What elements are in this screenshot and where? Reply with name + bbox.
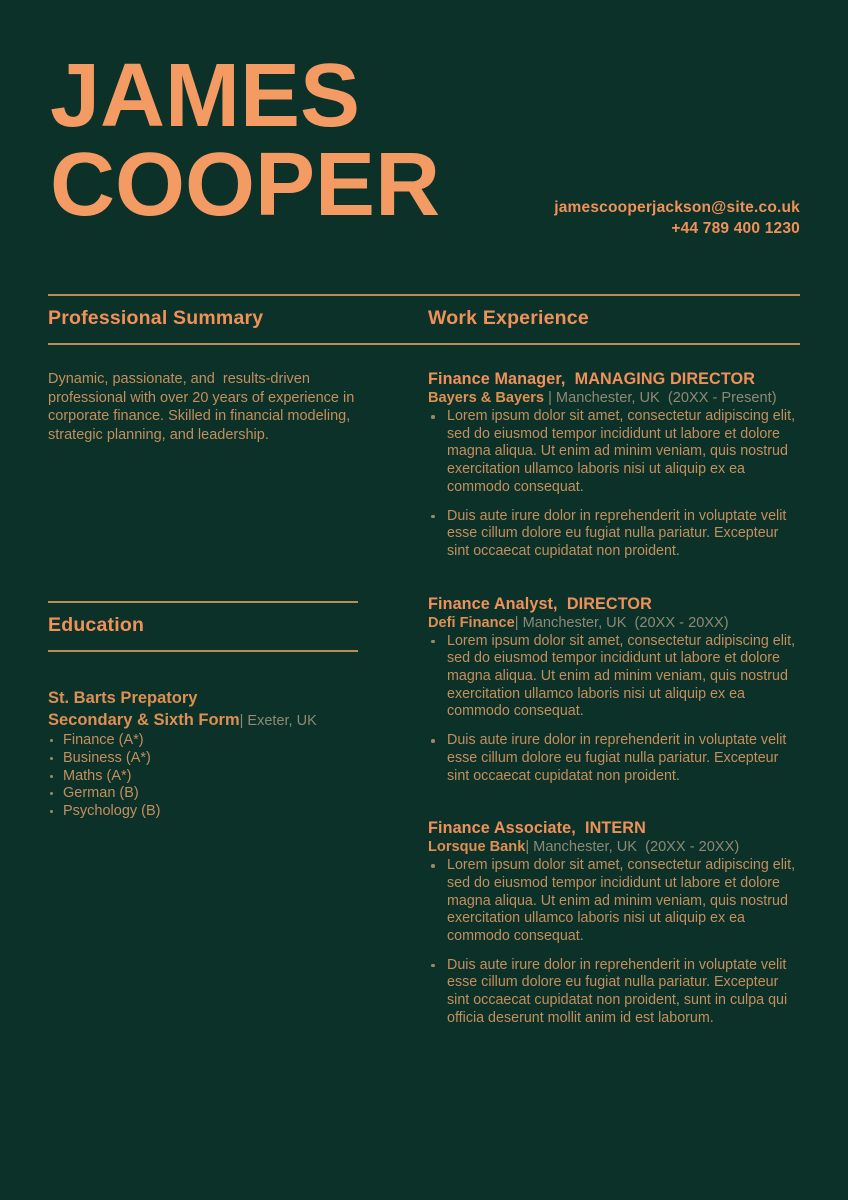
band-spacer	[358, 307, 428, 329]
job-subtitle	[428, 614, 800, 633]
grade-item: Business (A*)	[48, 750, 358, 768]
grade-item: Maths (A*)	[48, 768, 358, 786]
summary-heading: Professional Summary	[48, 307, 264, 329]
bullet-item: Duis aute irure dolor in reprehenderit in voluptate velit esse cillum dolore eu fugiat nulla pariatur. Excepteur sint occaecat cupidatat non proident.	[428, 732, 800, 785]
job-meta: | Manchester, UK (20XX - 20XX)	[525, 839, 740, 856]
right-column	[428, 343, 800, 1028]
summary-paragraph: Dynamic, passionate, and results-driven professional with over 20 years of experience in corporate finance. Skilled in financial modeling, strategic planning, and leadership.	[48, 371, 355, 443]
bullet-item: Lorem ipsum dolor sit amet, consectetur adipiscing elit, sed do eiusmod tempor incididunt ut labore et dolore magna aliqua. Ut enim ad minim veniam, quis nostrud exercitation ullamco laboris nisi ut aliquip ex ea commodo consequat.	[428, 633, 800, 722]
name-first: JAMES	[50, 46, 361, 146]
job-section	[428, 369, 800, 561]
job-bullets-list	[428, 857, 800, 1027]
job-subtitle	[428, 838, 800, 857]
job-title: Finance Associate, INTERN	[428, 819, 646, 838]
contact-block	[554, 197, 800, 239]
work-experience-heading: Work Experience	[428, 307, 589, 329]
bullet-item: Duis aute irure dolor in reprehenderit in voluptate velit esse cillum dolore eu fugiat nulla pariatur. Excepteur sint occaecat cupidatat non proident, sunt in culpa qui officia deserunt mollit anim id est laborum.	[428, 957, 800, 1028]
job-company: Bayers & Bayers	[428, 390, 545, 406]
job-meta: | Manchester, UK (20XX - 20XX)	[514, 614, 729, 631]
education-grades-list	[48, 732, 358, 821]
job-title: Finance Manager, MANAGING DIRECTOR	[428, 370, 755, 388]
job-subtitle	[428, 389, 800, 408]
section-heading-band	[48, 294, 800, 345]
grade-item: Finance (A*)	[48, 732, 358, 750]
contact-email: jamescooperjackson@site.co.uk	[554, 199, 800, 216]
job-section	[428, 594, 800, 786]
education-program-line	[48, 710, 358, 733]
content-columns	[48, 343, 800, 1028]
education-school-name: St. Barts Prepatory	[48, 689, 198, 707]
left-column	[48, 343, 358, 821]
job-bullets-list	[428, 408, 800, 561]
grade-item: German (B)	[48, 785, 358, 803]
bullet-item: Duis aute irure dolor in reprehenderit in voluptate velit esse cillum dolore eu fugiat nulla pariatur. Excepteur sint occaecat cupidatat non proident.	[428, 508, 800, 561]
contact-phone: +44 789 400 1230	[671, 220, 800, 237]
grade-item: Psychology (B)	[48, 803, 358, 821]
page-title	[50, 46, 441, 235]
job-bullets-list	[428, 633, 800, 786]
job-section	[428, 818, 800, 1027]
education-entry	[48, 688, 358, 732]
job-company: Defi Finance	[428, 614, 515, 631]
education-program: Secondary & Sixth Form	[48, 710, 240, 729]
education-heading-band	[48, 601, 358, 652]
job-meta: | Manchester, UK (20XX - Present)	[544, 390, 777, 406]
job-title: Finance Analyst, DIRECTOR	[428, 594, 652, 613]
name-last: COOPER	[50, 135, 441, 235]
job-company: Lorsque Bank	[428, 839, 526, 856]
bullet-item: Lorem ipsum dolor sit amet, consectetur adipiscing elit, sed do eiusmod tempor incididunt ut labore et dolore magna aliqua. Ut enim ad minim veniam, quis nostrud exercitation ullamco laboris nisi ut aliquip ex ea commodo consequat.	[428, 857, 800, 946]
education-location: | Exeter, UK	[239, 712, 317, 729]
education-heading: Education	[48, 614, 145, 636]
bullet-item: Lorem ipsum dolor sit amet, consectetur adipiscing elit, sed do eiusmod tempor incididunt ut labore et dolore magna aliqua. Ut enim ad minim veniam, quis nostrud exercitation ullamco laboris nisi ut aliquip ex ea commodo consequat.	[428, 408, 800, 497]
